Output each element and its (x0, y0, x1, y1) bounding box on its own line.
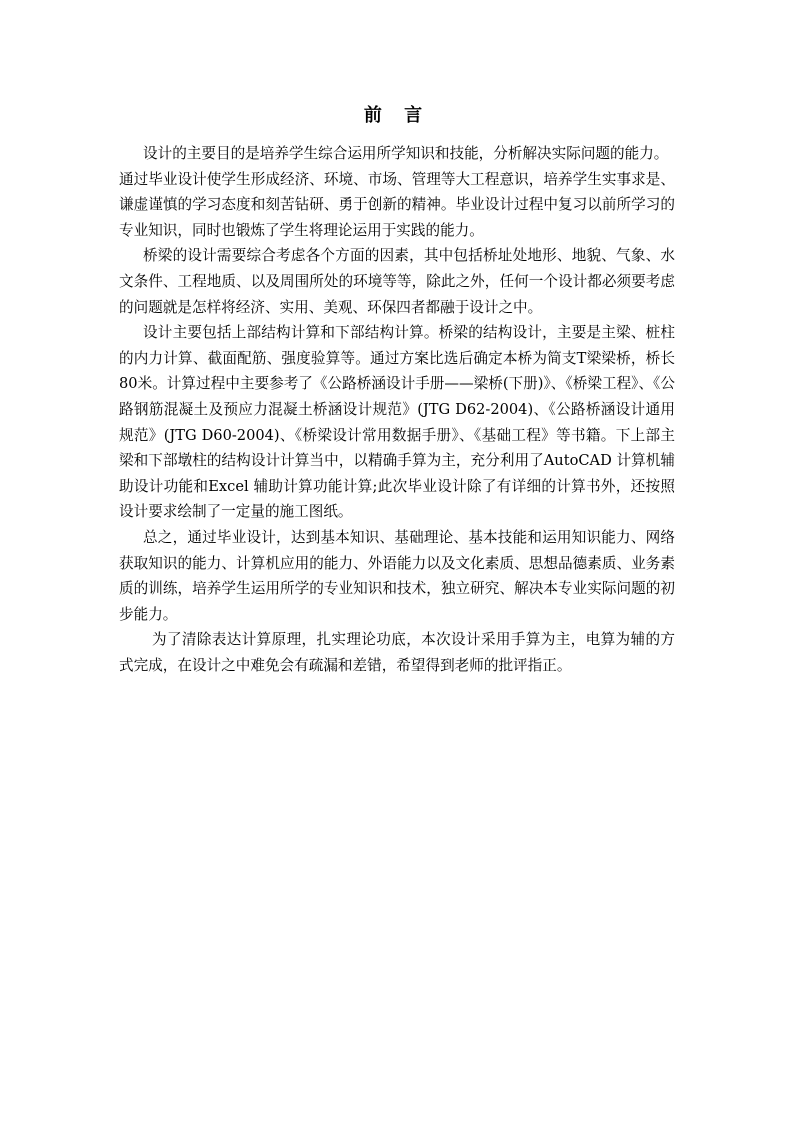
paragraph-bridge-factors: 桥梁的设计需要综合考虑各个方面的因素，其中包括桥址处地形、地貌、气象、水文条件、工程地质、以及周围所处的环境等等，除此之外，任何一个设计都必须要考虑的问题就是怎样将经济、实用、美观、环保四者都融于设计之中。 (119, 247, 675, 316)
paragraph-summary: 总之，通过毕业设计，达到基本知识、基础理论、基本技能和运用知识能力、网络获取知识的能力、计算机应用的能力、外语能力以及文化素质、思想品德素质、业务素质的训练，培养学生运用所学的专业知识和技术，独立研究、解决本专业实际问题的初步能力。 (119, 528, 675, 623)
page-title: 前 言 (363, 105, 431, 126)
paragraph-graduation-design: 通过毕业设计使学生形成经济、环境、市场、管理等大工程意识，培养学生实事求是、谦虚谨慎的学习态度和刻苦钻研、勇于创新的精神。毕业设计过程中复习以前所学习的专业知识，同时也锻炼了学生将理论运用于实践的能力。 (119, 170, 675, 239)
paragraph-purpose: 设计的主要目的是培养学生综合运用所学知识和技能，分析解决实际问题的能力。 (143, 145, 669, 162)
paragraph-design-content: 设计主要包括上部结构计算和下部结构计算。桥梁的结构设计，主要是主梁、桩柱的内力计算、截面配筋、强度验算等。通过方案比选后确定本桥为简支T梁梁桥，桥长80米。计算过程中主要参考了《公路桥涵设计手册——梁桥(下册)》、《桥梁工程》、《公路钢筋混凝土及预应力混凝土桥涵设计规范》(JTG D62-2004)、《公路桥涵设计通用规范》(JTG D60-2004)、《桥梁设计常用数据手册》、《基础工程》等书籍。下上部主梁和下部墩柱的结构设计计算当中，以精确手算为主，充分利用了AutoCAD 计算机辅助设计功能和Excel 辅助计算功能计算;此次毕业设计除了有详细的计算书外，还按照设计要求绘制了一定量的施工图纸。 (119, 324, 675, 521)
document-body (119, 141, 675, 678)
paragraph-closing: 为了清除表达计算原理，扎实理论功底，本次设计采用手算为主，电算为辅的方式完成，在设计之中难免会有疏漏和差错，希望得到老师的批评指正。 (119, 631, 675, 674)
